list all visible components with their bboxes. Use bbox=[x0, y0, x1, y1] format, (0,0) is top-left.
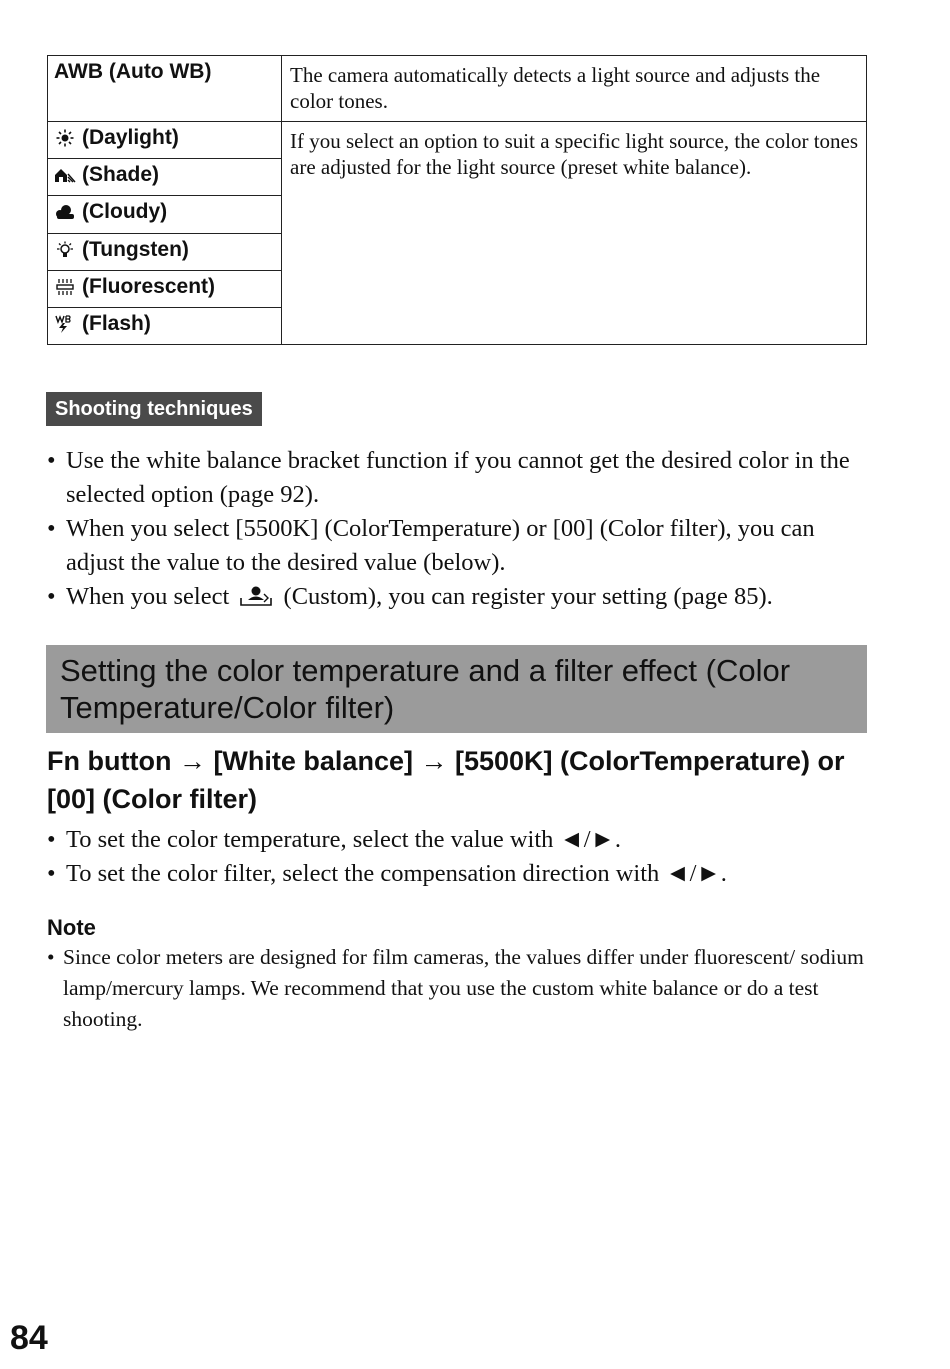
cloudy-label: (Cloudy) bbox=[82, 200, 168, 224]
menu-path-heading: Fn button → [White balance] → [5500K] (ColorTemperature) or [00] (Color filter) bbox=[47, 746, 845, 814]
list-item: • When you select [5500K] (ColorTemperature) or [00] (Color filter), you can adjust the value to the desired value (below). bbox=[47, 512, 867, 580]
cloudy-mode-cell bbox=[48, 196, 282, 233]
awb-description: The camera automatically detects a light source and adjusts the color tones. bbox=[282, 56, 867, 122]
section-instructions-list bbox=[47, 823, 867, 891]
daylight-mode-cell bbox=[48, 122, 282, 159]
fluorescent-icon bbox=[54, 278, 76, 296]
white-balance-table bbox=[47, 55, 867, 345]
daylight-icon bbox=[54, 129, 76, 147]
shooting-techniques-list bbox=[47, 444, 867, 614]
cloudy-icon bbox=[54, 203, 76, 221]
flash-mode-cell bbox=[48, 307, 282, 344]
page-number: 84 bbox=[10, 1319, 48, 1357]
list-item: • To set the color filter, select the compensation direction with ◄/►. bbox=[47, 857, 867, 891]
shade-mode-cell bbox=[48, 159, 282, 196]
daylight-label: (Daylight) bbox=[82, 126, 179, 150]
flash-label: (Flash) bbox=[82, 311, 151, 335]
tungsten-mode-cell bbox=[48, 233, 282, 270]
awb-mode-label: AWB (Auto WB) bbox=[48, 56, 282, 122]
flash-wb-icon bbox=[54, 315, 76, 333]
shooting-techniques-badge: Shooting techniques bbox=[46, 392, 262, 426]
list-item: • Use the white balance bracket function if you cannot get the desired color in the selected option (page 92). bbox=[47, 444, 867, 512]
custom-after-text: (Custom), you can register your setting (page 85). bbox=[283, 583, 773, 610]
table-row bbox=[48, 122, 867, 159]
note-title: Note bbox=[47, 915, 96, 940]
section-title: Setting the color temperature and a filter effect (Color Temperature/Color filter) bbox=[46, 645, 867, 733]
table-row bbox=[48, 56, 867, 122]
custom-wb-icon bbox=[239, 583, 273, 605]
preset-description: If you select an option to suit a specific light source, the color tones are adjusted for the light source (preset white balance). bbox=[282, 122, 867, 345]
custom-before-text: When you select bbox=[66, 583, 230, 610]
list-item: • To set the color temperature, select the value with ◄/►. bbox=[47, 823, 867, 857]
fluorescent-mode-cell bbox=[48, 270, 282, 307]
shade-label: (Shade) bbox=[82, 163, 160, 187]
fluorescent-label: (Fluorescent) bbox=[82, 274, 216, 298]
tungsten-label: (Tungsten) bbox=[82, 237, 189, 261]
shade-icon bbox=[54, 166, 76, 184]
note-text: • Since color meters are designed for film cameras, the values differ under fluorescent/ sodium lamp/mercury lamps. We recommend that you use the custom white balance or do a test shooting. bbox=[47, 942, 869, 1035]
list-item bbox=[47, 580, 867, 614]
tungsten-icon bbox=[54, 241, 76, 259]
